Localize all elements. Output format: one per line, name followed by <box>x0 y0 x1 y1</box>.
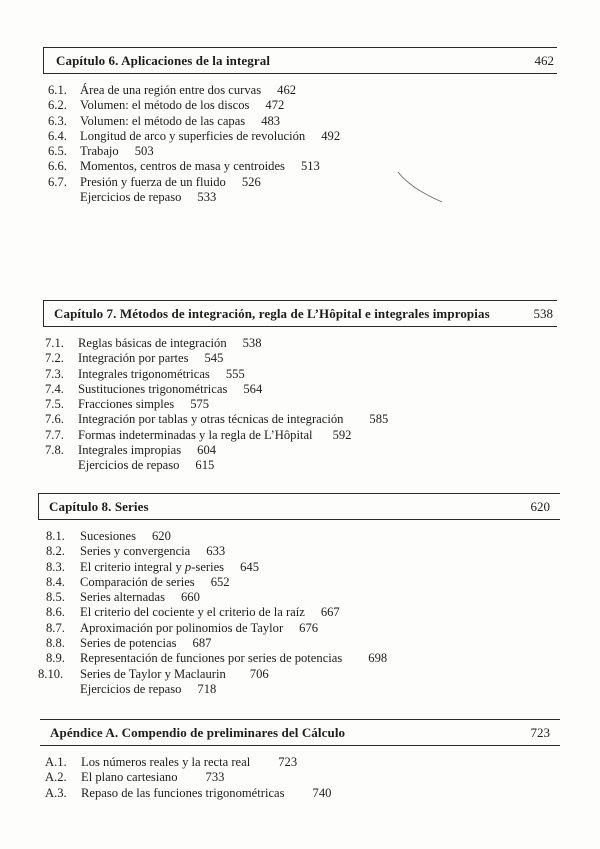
toc-entry <box>46 636 600 651</box>
toc-entry <box>38 666 600 682</box>
entry-page: 604 <box>197 443 217 458</box>
toc-entry <box>45 382 600 397</box>
toc-entry <box>46 560 600 575</box>
entry-title: Volumen: el método de las capas <box>80 113 246 128</box>
entry-title: Integración por tablas y otras técnicas de integración <box>78 412 344 427</box>
toc-entry <box>45 351 600 366</box>
entry-page: 575 <box>190 397 210 412</box>
entry-page: 620 <box>151 529 171 543</box>
entry-page: 740 <box>312 785 332 800</box>
chapter-page: 723 <box>530 725 550 740</box>
entry-title: Longitud de arco y superficies de revolución <box>80 128 306 143</box>
entry-title: El criterio integral y <box>80 559 185 574</box>
entry-title: Comparación de series <box>80 574 195 589</box>
entry-title-suffix: -series <box>191 559 225 574</box>
entry-page: 526 <box>241 174 261 189</box>
toc-entry-review <box>46 682 600 697</box>
entry-title: Los números reales y la recta real <box>81 755 251 769</box>
chapter-header <box>38 493 560 520</box>
entry-title: Series de Taylor y Maclaurin <box>80 666 226 681</box>
toc-entry-review <box>45 458 600 473</box>
entry-number: 6.3. <box>48 113 67 128</box>
entry-title: Integración por partes <box>78 351 189 366</box>
entry-page: 513 <box>300 159 320 174</box>
entry-page: 698 <box>368 651 388 666</box>
chapter-title: Apéndice A. Compendio de preliminares del Cálculo <box>50 725 346 740</box>
entry-title: Ejercicios de repaso <box>80 190 182 205</box>
entry-number: 7.8. <box>45 443 64 458</box>
toc-entry <box>45 412 600 427</box>
entry-page: 660 <box>180 590 200 605</box>
entry-title: Área de una región entre dos curvas <box>80 83 262 97</box>
chapter-title: Capítulo 6. Aplicaciones de la integral <box>56 53 271 68</box>
entry-number: 6.1. <box>48 83 67 97</box>
entry-page: 533 <box>197 190 217 205</box>
chapter-7-section <box>0 300 600 474</box>
toc-entry <box>48 83 600 98</box>
entry-page: 503 <box>134 144 154 159</box>
toc-entry <box>46 605 600 620</box>
entry-page: 555 <box>225 366 245 381</box>
chapter-title: Capítulo 7. Métodos de integración, regla de L’Hôpital e integrales impropias <box>54 306 490 321</box>
entry-page: 472 <box>265 98 285 113</box>
toc-entry <box>45 786 600 801</box>
entry-title: Presión y fuerza de un fluido <box>80 174 226 189</box>
entry-number: 7.2. <box>45 351 64 366</box>
toc-entry <box>46 651 600 666</box>
toc-entry <box>48 129 600 144</box>
entry-number: 8.6. <box>46 605 65 620</box>
toc-entries <box>45 336 600 474</box>
entry-number: 7.1. <box>45 336 64 350</box>
toc-entry <box>48 114 600 129</box>
entry-number: 8.7. <box>46 620 65 635</box>
entry-number: 6.7. <box>48 174 67 189</box>
entry-page: 483 <box>261 113 281 128</box>
toc-entry <box>46 575 600 590</box>
entry-title: Series de potencias <box>80 636 177 651</box>
entry-number: 7.5. <box>45 397 64 412</box>
entry-number: 8.9. <box>46 651 65 666</box>
chapter-6-section <box>0 47 600 205</box>
toc-entry <box>45 336 600 351</box>
toc-entry <box>45 367 600 382</box>
entry-title: Ejercicios de repaso <box>80 681 182 696</box>
entry-number: 6.4. <box>48 128 67 143</box>
entry-title: Aproximación por polinomios de Taylor <box>80 620 284 635</box>
entry-page: 652 <box>210 574 230 589</box>
entry-title: Integrales impropias <box>78 443 182 458</box>
entry-number: 7.4. <box>45 381 64 396</box>
chapter-header <box>43 47 557 74</box>
entry-title: Fracciones simples <box>78 397 175 412</box>
chapter-title: Capítulo 8. Series <box>49 499 149 514</box>
chapter-page: 538 <box>533 306 553 321</box>
entry-title: Sustituciones trigonométricas <box>78 381 228 396</box>
toc-entry <box>46 621 600 636</box>
entry-number: 8.5. <box>46 590 65 605</box>
entry-page: 585 <box>369 412 389 427</box>
toc-entry-review <box>48 190 600 205</box>
chapter-8-section <box>0 493 600 697</box>
chapter-page: 620 <box>530 499 550 514</box>
toc-entry <box>46 529 600 544</box>
entry-title: Trabajo <box>80 144 119 159</box>
entry-page: 706 <box>249 666 269 681</box>
entry-number: 6.2. <box>48 98 67 113</box>
entry-number: 7.7. <box>45 427 64 442</box>
entry-page: 564 <box>243 381 263 396</box>
entry-number: 8.1. <box>46 529 65 543</box>
entry-page: 545 <box>204 351 224 366</box>
chapter-page: 462 <box>534 53 554 68</box>
entry-number: A.2. <box>45 770 67 785</box>
entry-page: 676 <box>299 620 319 635</box>
toc-entries <box>45 755 600 801</box>
entry-number: 8.8. <box>46 636 65 651</box>
entry-number: 6.5. <box>48 144 67 159</box>
entry-title: Sucesiones <box>80 529 136 543</box>
entry-number: 8.10. <box>38 666 64 681</box>
toc-entry <box>46 544 600 559</box>
entry-page: 718 <box>197 681 217 696</box>
entry-number: A.1. <box>45 755 67 769</box>
entry-number: 8.3. <box>46 559 65 574</box>
entry-page: 615 <box>195 458 215 473</box>
chapter-header <box>40 719 560 746</box>
entry-page: 645 <box>240 559 259 574</box>
entry-title: Volumen: el método de los discos <box>80 98 250 113</box>
entry-number: 8.4. <box>46 574 65 589</box>
entry-title: Momentos, centros de masa y centroides <box>80 159 285 174</box>
entry-title: Representación de funciones por series de potencias <box>80 651 343 666</box>
entry-title: Series y convergencia <box>80 544 191 559</box>
toc-entry <box>46 590 600 605</box>
entry-title: El plano cartesiano <box>81 770 178 785</box>
entry-title-italic: p <box>184 559 192 574</box>
entry-page: 633 <box>206 544 226 559</box>
entry-title: Ejercicios de repaso <box>78 458 180 473</box>
entry-title: Reglas básicas de integración <box>78 336 227 350</box>
toc-entry <box>48 175 600 190</box>
toc-entry <box>48 98 600 113</box>
entry-title: El criterio del cociente y el criterio de la raíz <box>80 605 305 620</box>
entry-page: 538 <box>242 336 262 350</box>
entry-number: 7.6. <box>45 412 64 427</box>
toc-entry <box>45 770 600 785</box>
entry-page: 667 <box>320 605 340 620</box>
entry-page: 733 <box>205 770 225 785</box>
toc-entry <box>45 428 600 443</box>
entry-number: 7.3. <box>45 366 64 381</box>
toc-entry <box>45 397 600 412</box>
pen-mark <box>396 170 446 204</box>
toc-entry <box>48 159 600 174</box>
entry-number: A.3. <box>45 785 67 800</box>
entry-page: 687 <box>192 636 212 651</box>
entry-page: 592 <box>332 427 352 442</box>
entry-number: 6.6. <box>48 159 67 174</box>
entry-title: Integrales trigonométricas <box>78 366 210 381</box>
entry-page: 492 <box>321 128 341 143</box>
toc-entries <box>38 529 600 697</box>
appendix-a-section <box>0 719 600 801</box>
entry-title: Series alternadas <box>80 590 165 605</box>
chapter-header <box>43 300 557 327</box>
entry-number: 8.2. <box>46 544 65 559</box>
toc-entry <box>45 755 600 770</box>
toc-entry <box>48 144 600 159</box>
entry-title: Repaso de las funciones trigonométricas <box>81 785 285 800</box>
toc-entries <box>48 83 600 205</box>
toc-entry <box>45 443 600 458</box>
entry-page: 723 <box>278 755 298 769</box>
entry-page: 462 <box>277 83 297 97</box>
entry-title: Formas indeterminadas y la regla de L’Hôpital <box>78 427 313 442</box>
